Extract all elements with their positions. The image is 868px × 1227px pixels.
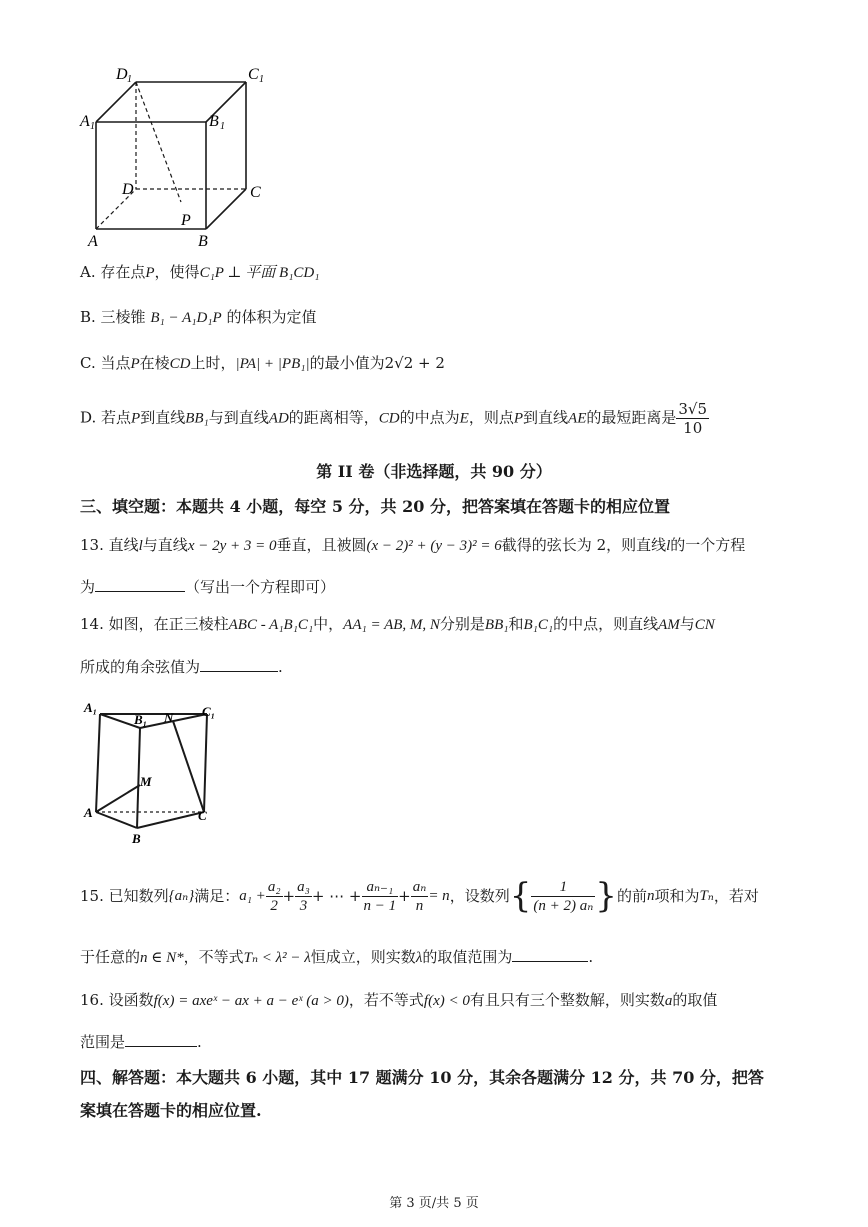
label-c: C bbox=[250, 184, 261, 201]
label-d1-sub: 1 bbox=[127, 74, 132, 85]
label-d1: D bbox=[116, 66, 128, 83]
q15-answer-blank[interactable] bbox=[512, 945, 588, 962]
section-4-title-line1: 四、解答题：本大题共 6 小题，其中 17 题满分 10 分，其余各题满分 12 分，共 70 分，把答 bbox=[80, 1068, 764, 1087]
label-b1-sub: 1 bbox=[220, 121, 225, 132]
prism-figure bbox=[82, 700, 232, 850]
prism-label-b: B bbox=[132, 831, 141, 846]
label-c1-sub: 1 bbox=[259, 74, 264, 85]
prism-label-c: C bbox=[198, 808, 207, 823]
page-footer: 第 3 页/共 5 页 bbox=[389, 1196, 479, 1211]
label-a: A bbox=[88, 233, 98, 250]
q13-line1: 13. 直线l与直线x − 2y + 3 = 0垂直，且被圆(x − 2)² + (y − 3)² = 6截得的弦长为 2，则直线l的一个方程 bbox=[80, 536, 746, 554]
label-a1-sub: 1 bbox=[90, 121, 95, 132]
prism-label-n: N bbox=[164, 710, 174, 725]
label-c1: C bbox=[248, 66, 259, 83]
prism-label-b1: B₁ bbox=[134, 712, 148, 727]
option-c: C. 当点P在棱CD上时，|PA| + |PB₁|的最小值为2√2 + 2 bbox=[80, 354, 445, 372]
q14-line1: 14. 如图，在正三棱柱ABC - A₁B₁C₁中，AA₁ = AB, M, N分别是BB₁和B₁C₁的中点，则直线AM与CN bbox=[80, 615, 715, 633]
option-a: A. 存在点P，使得C₁P ⊥ 平面 B₁CD₁ bbox=[80, 263, 320, 281]
q16-answer-blank[interactable] bbox=[125, 1030, 197, 1047]
cube-figure bbox=[78, 62, 278, 252]
label-b: B bbox=[198, 233, 208, 250]
q14-line2: 所成的角余弦值为 . bbox=[80, 655, 283, 677]
label-a1: A bbox=[80, 113, 90, 130]
q15-line2: 于任意的n ∈ N*，不等式Tₙ < λ² − λ恒成立，则实数λ的取值范围为 . bbox=[80, 945, 593, 968]
q15-line1: 15. 已知数列 {aₙ} 满足： a₁ + $\frac{\text{a₂}}{2}$ + $\frac{\text{a₃}}{3}$ + ⋯ + $\frac{\text{aₙ₋₁}}{n - 1}$ + $\frac{\text{aₙ}}{n}$ = n ，设数列 { $\frac{1}{\text{(n + 2) aₙ}}$ } 的前 n 项和为 Tₙ ，若对 bbox=[80, 876, 759, 916]
prism-label-c1: C₁ bbox=[202, 704, 216, 719]
q13-line2: 为 （写出一个方程即可） bbox=[80, 575, 335, 597]
label-b1: B bbox=[209, 113, 219, 130]
option-b: B. 三棱锥 B₁ − A₁D₁P 的体积为定值 bbox=[80, 308, 317, 326]
prism-label-m: M bbox=[140, 774, 152, 789]
section-4-title-line2: 案填在答题卡的相应位置. bbox=[80, 1101, 262, 1120]
q16-line1: 16. 设函数f(x) = axeˣ − ax + a − eˣ (a > 0)，若不等式f(x) < 0有且只有三个整数解，则实数a的取值 bbox=[80, 991, 718, 1009]
q13-answer-blank[interactable] bbox=[95, 575, 185, 592]
label-d: D bbox=[122, 181, 134, 198]
prism-label-a: A bbox=[84, 805, 93, 820]
section-2-title: 第 II 卷（非选择题，共 90 分） bbox=[316, 462, 552, 481]
prism-label-a1: A₁ bbox=[84, 700, 98, 715]
fraction-3sqrt5-over-10: $\frac{3√5}{10}$ bbox=[678, 400, 708, 437]
label-p: P bbox=[181, 212, 191, 229]
q14-answer-blank[interactable] bbox=[200, 655, 278, 672]
option-d: D. 若点P到直线BB₁与到直线AD的距离相等，CD的中点为E，则点P到直线AE的最短距离是 $\frac{3√5}{10}$ bbox=[80, 400, 708, 437]
section-3-title: 三、填空题：本题共 4 小题，每空 5 分，共 20 分，把答案填在答题卡的相应位置 bbox=[80, 497, 670, 516]
q16-line2: 范围是 . bbox=[80, 1030, 202, 1052]
